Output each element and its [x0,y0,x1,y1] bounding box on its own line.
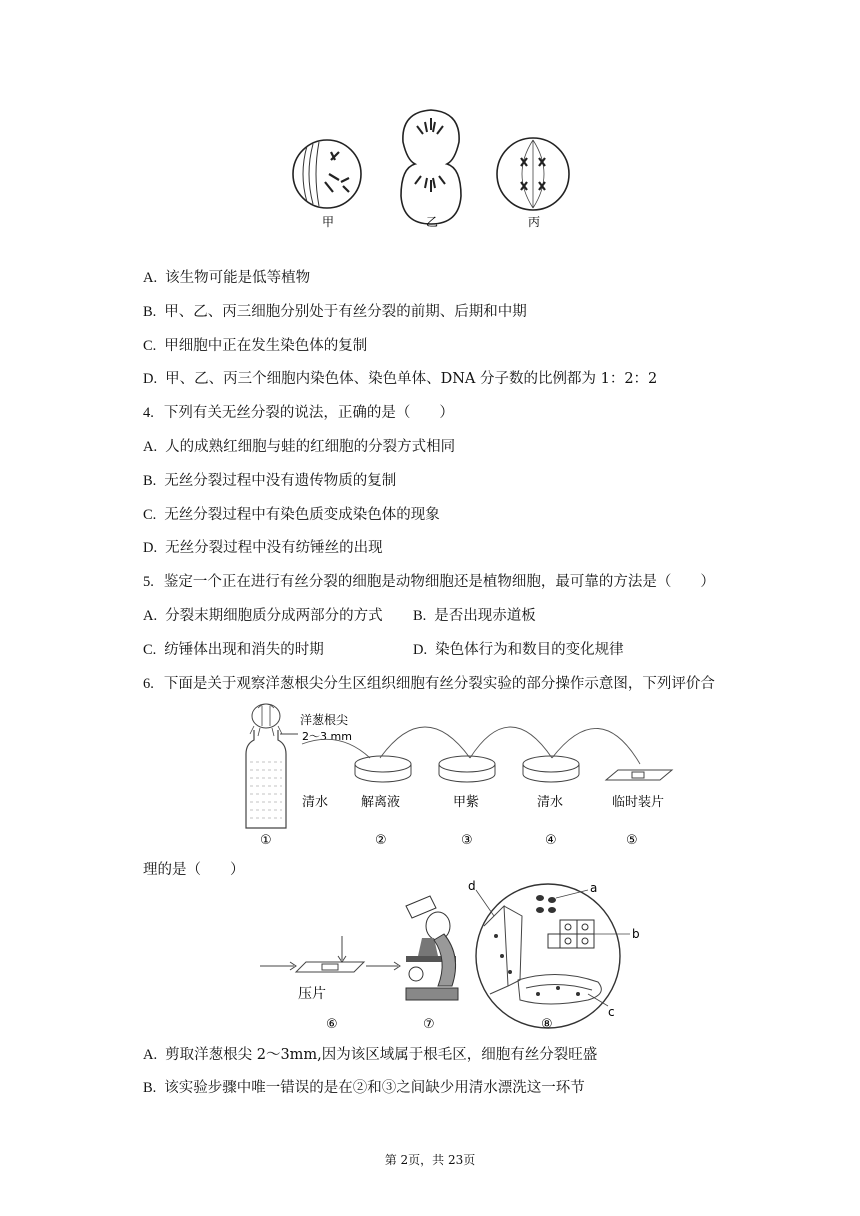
q5-option-b: B. 是否出现赤道板 [413,608,536,624]
microscope-figure [258,876,678,1036]
step-num-3: ③ [461,833,473,848]
q3-option-c: C. 甲细胞中正在发生染色体的复制 [143,338,368,354]
q3-option-d: D. 甲、乙、丙三个细胞内染色体、染色单体、DNA 分子数的比例都为 1：2：2 [143,371,658,387]
fov-label-d: d [468,879,476,893]
fig2-num-6: ⑥ [326,1017,338,1032]
q3-option-b: B. 甲、乙、丙三细胞分别处于有丝分裂的前期、后期和中期 [143,304,527,320]
q4-stem: 4. 下列有关无丝分裂的说法，正确的是（ ） [143,405,454,421]
q4-option-c: C. 无丝分裂过程中有染色质变成染色体的现象 [143,507,440,523]
cell-label-jia: 甲 [322,215,335,229]
cell-label-yi: 乙 [426,215,439,229]
fig2-num-7: ⑦ [423,1017,435,1032]
root-tip-length: 2～3 mm [302,730,352,743]
step-label-1: 清水 [302,795,329,810]
q6-stem-continued: 理的是（ ） [143,862,245,878]
q5-option-c: C. 纺锤体出现和消失的时期 [143,642,324,658]
q3-option-a: A. 该生物可能是低等植物 [143,270,311,286]
experiment-steps-figure [240,700,680,850]
dish-stain [439,756,495,782]
cell-jia [293,140,361,208]
cell-bing [497,138,569,210]
cell-division-figure [285,102,575,232]
q4-option-b: B. 无丝分裂过程中没有遗传物质的复制 [143,473,397,489]
step-label-3: 甲紫 [453,795,480,810]
cell-yi [401,110,461,224]
fov-label-a: a [590,881,598,895]
q4-option-a: A. 人的成熟红细胞与蛙的红细胞的分裂方式相同 [143,439,456,455]
root-tip-label: 洋葱根尖 [300,713,349,727]
step-num-5: ⑤ [626,833,638,848]
cell-label-bing: 丙 [528,215,541,229]
dish-dissociation [355,756,411,782]
dish-rinse [523,756,579,782]
q6-option-b: B. 该实验步骤中唯一错误的是在②和③之间缺少用清水漂洗这一环节 [143,1080,585,1096]
q5-stem: 5. 鉴定一个正在进行有丝分裂的细胞是动物细胞还是植物细胞，最可靠的方法是（ ） [143,574,715,590]
q6-option-a: A. 剪取洋葱根尖 2～3mm,因为该区域属于根毛区，细胞有丝分裂旺盛 [143,1047,598,1063]
q4-option-d: D. 无丝分裂过程中没有纺锤丝的出现 [143,540,383,556]
press-label: 压片 [298,986,326,1002]
q6-stem: 6. 下面是关于观察洋葱根尖分生区组织细胞有丝分裂实验的部分操作示意图，下列评价合 [143,676,715,692]
page-footer: 第 2页，共 23页 [384,1153,476,1167]
slide [606,770,672,780]
step-label-4: 清水 [537,795,564,810]
field-of-view [476,884,630,1028]
fov-label-c: c [608,1005,615,1019]
onion-bottle [246,704,286,828]
step-label-5: 临时装片 [612,795,665,810]
step-num-1: ① [260,833,272,848]
q5-option-d: D. 染色体行为和数目的变化规律 [413,642,624,658]
q5-option-a: A. 分裂末期细胞质分成两部分的方式 [143,608,383,624]
fig2-num-8: ⑧ [541,1017,553,1032]
fov-label-b: b [632,927,640,941]
step-label-2: 解离液 [361,795,401,810]
microscope-icon [406,896,458,1000]
step-num-4: ④ [545,833,557,848]
step-num-2: ② [375,833,387,848]
